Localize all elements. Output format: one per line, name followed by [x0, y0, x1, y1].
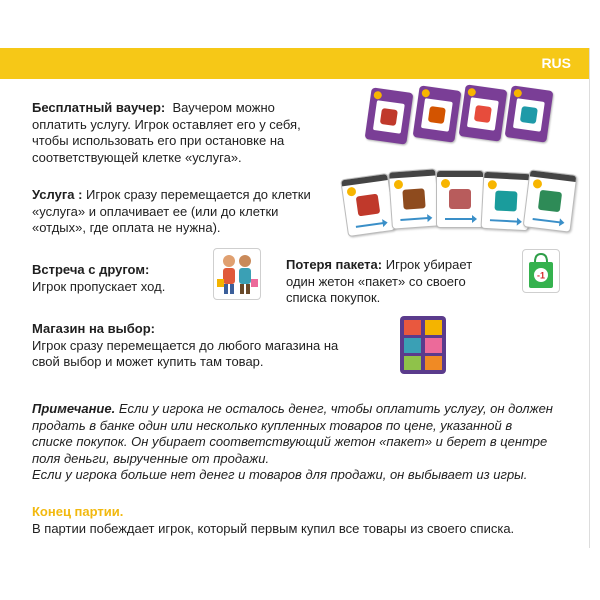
note-line-1: Если у игрока не осталось денег, чтобы оплатить услугу, он должен [118, 401, 553, 416]
end-title: Конец партии. [32, 504, 124, 519]
shopping-bag-icon [522, 249, 560, 293]
end-line-1: В партии побеждает игрок, который первым купил все товары из своего списка. [32, 520, 515, 536]
lost-line-1: Игрок убирает [385, 257, 473, 272]
note-line-4: поля деньги, вырученные от продажи. [32, 450, 270, 466]
voucher-card-icon [365, 87, 414, 144]
lost-line-3: списка покупок. [286, 290, 381, 305]
voucher-card-icon [413, 85, 462, 142]
voucher-line-4: соответствующей клетке «услуга». [32, 149, 242, 165]
voucher-line-2: оплатить услугу. Игрок оставляет его у себя, [32, 116, 301, 132]
voucher-line-3: чтобы использовать его при остановке на [32, 133, 285, 148]
service-card-icon [523, 169, 578, 232]
end-section [32, 504, 582, 537]
note-title: Примечание. [32, 401, 116, 416]
friend-section [32, 262, 212, 295]
voucher-title: Бесплатный ваучер: [32, 100, 166, 115]
friends-icon [213, 248, 261, 300]
lost-title: Потеря пакета: [286, 257, 383, 272]
service-card-icon [340, 173, 396, 237]
note-line-2: продать в банке один или несколько купленных товаров по цене, указанной в [32, 417, 513, 433]
service-line-2: «услуга» и оплачивает ее (или до клетки [32, 203, 279, 219]
shop-title: Магазин на выбор: [32, 321, 155, 336]
friend-line-1: Игрок пропускает ход. [32, 278, 166, 294]
voucher-card-icon [505, 85, 554, 142]
service-section [32, 187, 352, 237]
service-line-1: Игрок сразу перемещается до клетки [86, 187, 311, 202]
note-section [32, 401, 582, 484]
shop-line-1: Игрок сразу перемещается до любого магазина на [32, 337, 339, 353]
service-line-3: «отдых», где оплата не нужна). [32, 220, 221, 235]
friend-title: Встреча с другом: [32, 262, 150, 277]
lost-line-2: один жетон «пакет» со своего [286, 273, 466, 289]
service-card-icon [436, 170, 484, 228]
voucher-line-1: Ваучером можно [172, 100, 275, 115]
shop-section [32, 321, 372, 371]
language-label: RUS [541, 55, 571, 71]
language-bar [0, 48, 589, 79]
service-card-icon [388, 168, 440, 229]
lost-package-section [286, 257, 516, 307]
bag-badge: -1 [536, 270, 546, 281]
note-line-3: списке покупок. Он убирает соответствующий жетон «пакет» и берет в центре [32, 434, 548, 449]
shop-line-2: свой выбор и может купить там товар. [32, 354, 264, 369]
voucher-card-icon [459, 84, 508, 141]
page-edge-divider [589, 48, 590, 548]
voucher-section [32, 100, 352, 166]
shop-grid-icon [400, 316, 446, 374]
note-line-5: Если у игрока больше нет денег и товаров для продажи, он выбывает из игры. [32, 467, 528, 482]
service-title: Услуга : [32, 187, 83, 202]
